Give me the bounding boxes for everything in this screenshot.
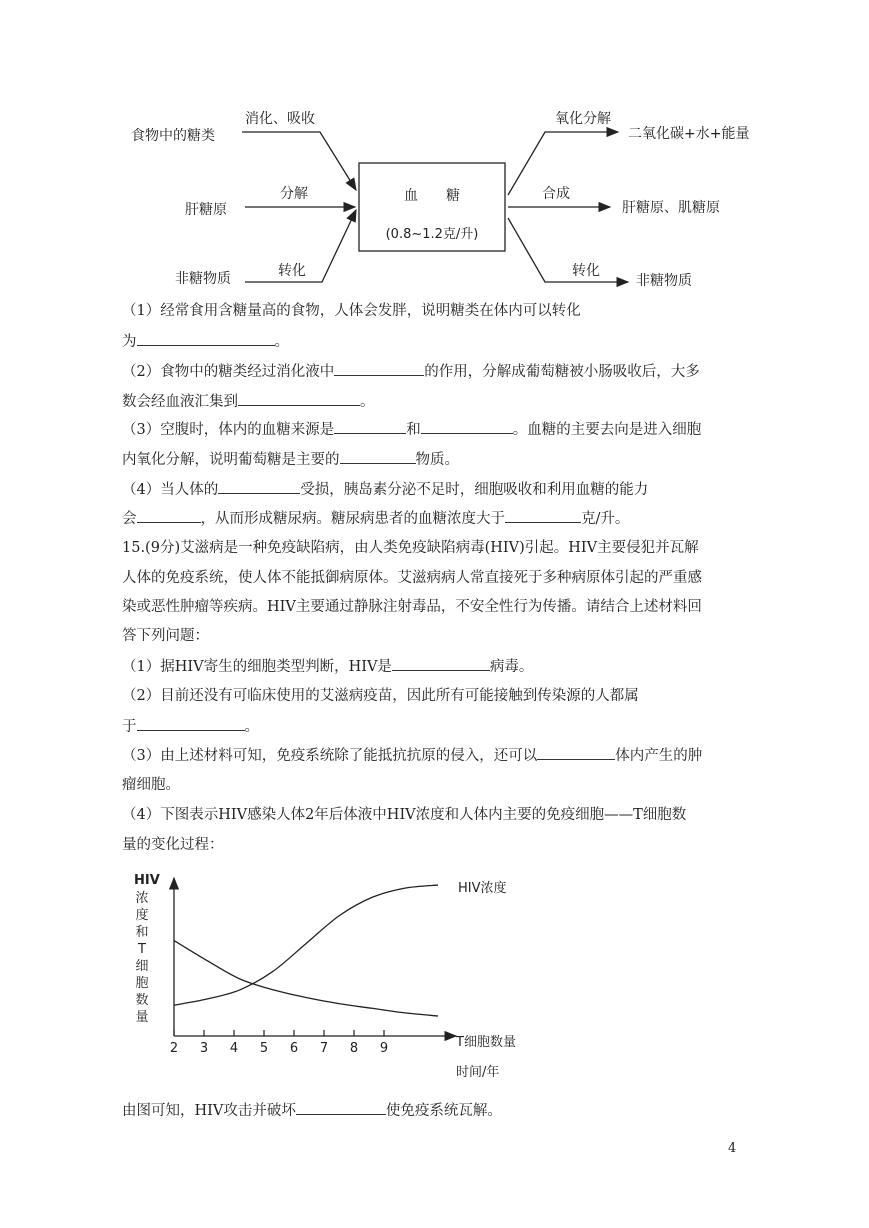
q14-part3-answer-blank-1[interactable]: [334, 419, 406, 434]
q14-part3-answer-blank-2[interactable]: [421, 419, 513, 434]
q15-part3-text-b: 体内产生的肿: [615, 748, 703, 764]
q14-part3-answer-blank-3[interactable]: [340, 449, 416, 464]
q14-part2-answer-blank-2[interactable]: [238, 391, 360, 406]
q15-part1-line: [122, 656, 762, 677]
output-glycogen-label: 肝糖原、肌糖原: [622, 200, 720, 216]
q15-final-text-a: 由图可知，HIV攻击并破坏: [122, 1103, 296, 1119]
q15-intro-line2: 人体的免疫系统，使人体不能抵御病原体。艾滋病病人常直接死于多种病原体引起的严重感: [122, 570, 702, 586]
output-synthesis-edge-label: 合成: [542, 186, 570, 202]
q14-part4-text-c: 会: [122, 511, 137, 527]
input-liver-glycogen-label: 肝糖原: [185, 202, 227, 218]
q14-part3-line2: [122, 449, 762, 470]
chart-ylabel-char: T: [138, 942, 146, 957]
series-label-hiv: HIV浓度: [458, 881, 507, 896]
q14-part1-suffix: 。: [274, 334, 289, 350]
input-nonsugar-edge-label: 转化: [278, 263, 306, 279]
chart-x-tick-label: 3: [199, 1041, 209, 1056]
output-co2-water-energy-label: 二氧化碳+水+能量: [628, 126, 750, 142]
q14-part3-text-a: （3）空腹时，体内的血糖来源是: [122, 422, 335, 438]
q14-part4-text-d: ，从而形成糖尿病。糖尿病患者的血糖浓度大于: [200, 511, 505, 527]
input-food-edge-label: 消化、吸收: [245, 111, 315, 127]
q15-part1-answer-blank[interactable]: [392, 656, 490, 671]
hiv-concentration-curve: [174, 885, 438, 1005]
chart-ylabel-char: 量: [135, 1010, 149, 1025]
chart-x-tick-label: 6: [289, 1041, 299, 1056]
q14-part1-answer-blank[interactable]: [137, 331, 275, 346]
q14-part4-line2: [122, 508, 762, 529]
q15-part3-line2: 瘤细胞。: [122, 777, 180, 793]
q14-part1-prefix: 为: [122, 334, 137, 350]
chart-x-tick-label: 4: [229, 1041, 239, 1056]
q15-part2-line1: （2）目前还没有可临床使用的艾滋病疫苗，因此所有可能接触到传染源的人都属: [122, 688, 639, 704]
q14-part2-answer-blank-1[interactable]: [334, 361, 424, 376]
q14-part3-text-c: 。血糖的主要去向是进入细胞: [512, 422, 702, 438]
q14-part4-text-e: 克/升。: [581, 511, 630, 527]
chart-x-tick-label: 2: [169, 1041, 179, 1056]
chart-ylabel-top: HIV: [134, 873, 160, 888]
input-liver-glycogen-edge-label: 分解: [280, 186, 308, 202]
blood-sugar-title: 血 糖: [404, 188, 460, 204]
series-label-tcell: T细胞数量: [456, 1035, 516, 1050]
q14-part2-text-d: 。: [360, 394, 375, 410]
q15-part2-line2: [122, 716, 762, 737]
q15-final-answer-blank[interactable]: [296, 1100, 386, 1115]
hiv-tcell-chart: [120, 860, 560, 1090]
q14-part1-line2: [122, 331, 762, 352]
blood-sugar-range: (0.8~1.2克/升): [385, 227, 479, 242]
q14-part3-line1: [122, 419, 762, 440]
q15-final-line: [122, 1100, 762, 1121]
chart-ylabel-char: 胞: [135, 976, 149, 991]
q15-final-text-b: 使免疫系统瓦解。: [385, 1103, 502, 1119]
chart-x-tick-label: 8: [349, 1041, 359, 1056]
q14-part3-text-e: 物质。: [415, 452, 459, 468]
chart-ylabel-char: 和: [135, 925, 149, 940]
q15-part4-line1: （4）下图表示HIV感染人体2年后体液中HIV浓度和人体内主要的免疫细胞——T细胞数: [122, 807, 687, 823]
input-nonsugar-label: 非糖物质: [175, 271, 231, 287]
q14-part2-line1: [122, 361, 762, 382]
q14-part3-text-d: 内氧化分解，说明葡萄糖是主要的: [122, 452, 340, 468]
q14-part3-text-b: 和: [406, 422, 421, 438]
chart-ylabel-char: 度: [135, 908, 149, 923]
output-nonsugar-edge-label: 转化: [572, 263, 600, 279]
blood-sugar-flow-diagram: [0, 0, 869, 300]
q14-part2-line2: [122, 391, 762, 412]
page-number: 4: [728, 1141, 737, 1156]
t-cell-count-curve: [174, 941, 438, 1016]
arrow-blood-sugar-to-nonsugar: [508, 218, 628, 282]
q14-part4-answer-blank-3[interactable]: [505, 508, 581, 523]
q14-part2-text-a: （2）食物中的糖类经过消化液中: [122, 364, 335, 380]
chart-x-tick-label: 7: [319, 1041, 329, 1056]
q15-part3-answer-blank[interactable]: [537, 745, 615, 760]
arrow-food-to-blood-sugar: [242, 132, 356, 190]
chart-x-tick-label: 5: [259, 1041, 269, 1056]
q15-intro-line3: 染或恶性肿瘤等疾病。HIV主要通过静脉注射毒品，不安全性行为传播。请结合上述材料回: [122, 599, 702, 615]
q14-part4-text-b: 受损，胰岛素分泌不足时，细胞吸收和利用血糖的能力: [300, 482, 649, 498]
chart-x-ticks: [170, 1030, 388, 1056]
q15-part2-answer-blank[interactable]: [137, 716, 245, 731]
q15-intro-line4: 答下列问题：: [122, 628, 209, 644]
q15-part3-line1: [122, 745, 762, 766]
chart-ylabel-char: 细: [135, 959, 149, 974]
q14-part4-answer-blank-2[interactable]: [137, 508, 201, 523]
q15-part1-text-a: （1）据HIV寄生的细胞类型判断，HIV是: [122, 659, 392, 675]
q15-part2-text-c: 。: [244, 719, 259, 735]
q14-part2-text-c: 数会经血液汇集到: [122, 394, 238, 410]
chart-ylabel-vertical: [135, 891, 148, 1025]
q14-part4-line1: [122, 479, 762, 500]
input-food-sugar-label: 食物中的糖类: [131, 128, 215, 144]
q15-intro-line1: 15.(9分)艾滋病是一种免疫缺陷病，由人类免疫缺陷病毒(HIV)引起。HIV主要侵犯并瓦解: [122, 540, 699, 556]
q14-part1-line1: （1）经常食用含糖量高的食物，人体会发胖，说明糖类在体内可以转化: [122, 303, 581, 319]
output-nonsugar-label: 非糖物质: [636, 273, 692, 289]
q14-part2-text-b: 的作用，分解成葡萄糖被小肠吸收后，大多: [424, 364, 700, 380]
chart-ylabel-char: 数: [135, 993, 149, 1008]
q15-part3-text-a: （3）由上述材料可知，免疫系统除了能抵抗抗原的侵入，还可以: [122, 748, 538, 764]
q15-part1-text-b: 病毒。: [489, 659, 534, 675]
chart-x-tick-label: 9: [379, 1041, 389, 1056]
output-oxidation-edge-label: 氧化分解: [555, 111, 611, 127]
chart-ylabel-char: 浓: [135, 891, 149, 906]
q15-part2-text-b: 于: [122, 719, 137, 735]
q15-part4-line2: 量的变化过程：: [122, 837, 224, 853]
q14-part4-answer-blank-1[interactable]: [218, 479, 300, 494]
q14-part4-text-a: （4）当人体的: [122, 482, 219, 498]
chart-xlabel: 时间/年: [456, 1065, 500, 1080]
